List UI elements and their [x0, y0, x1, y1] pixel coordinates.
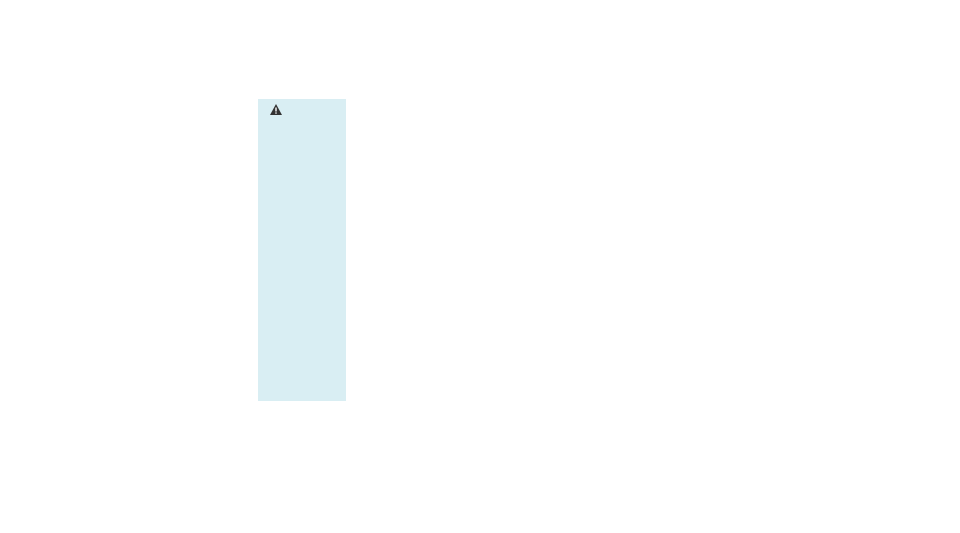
page-header	[836, 104, 842, 116]
warning-drawn	[258, 99, 346, 401]
warning-icon	[270, 104, 282, 119]
